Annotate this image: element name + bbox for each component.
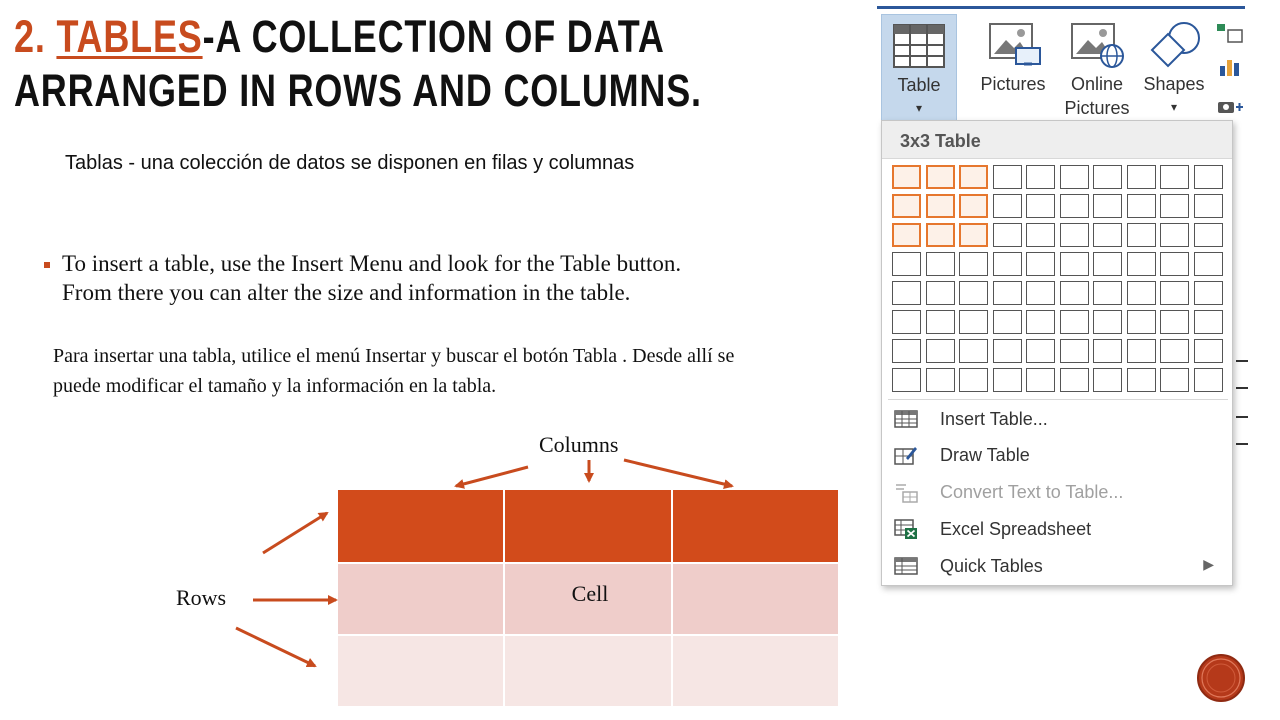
pictures-button[interactable] bbox=[970, 14, 1056, 124]
table-size-cell[interactable] bbox=[1060, 281, 1089, 305]
table-size-cell[interactable] bbox=[926, 194, 955, 218]
pictures-icon bbox=[988, 22, 1044, 70]
table-size-cell[interactable] bbox=[1026, 165, 1055, 189]
menu-item-quick-tables[interactable] bbox=[882, 548, 1232, 584]
table-size-cell[interactable] bbox=[1127, 165, 1156, 189]
online-pictures-button[interactable] bbox=[1060, 14, 1134, 124]
draw-table-icon bbox=[894, 444, 918, 466]
table-size-cell[interactable] bbox=[1160, 310, 1189, 334]
menu-item-label: Quick Tables bbox=[940, 556, 1043, 576]
table-size-cell[interactable] bbox=[1194, 165, 1223, 189]
table-size-cell[interactable] bbox=[926, 223, 955, 247]
title-rest: -A COLLECTION OF DATA bbox=[202, 11, 665, 62]
menu-item-label: Draw Table bbox=[940, 445, 1030, 465]
smartart-icon[interactable] bbox=[1216, 22, 1244, 44]
screenshot-icon[interactable] bbox=[1216, 94, 1244, 116]
table-size-cell[interactable] bbox=[1060, 165, 1089, 189]
quick-tables-icon bbox=[894, 555, 918, 577]
table-size-cell[interactable] bbox=[1160, 368, 1189, 392]
table-size-cell[interactable] bbox=[1194, 223, 1223, 247]
menu-item-convert-text-to-table[interactable] bbox=[882, 474, 1232, 510]
table-size-cell[interactable] bbox=[1060, 339, 1089, 363]
table-size-cell[interactable] bbox=[1093, 339, 1122, 363]
title-line-2: ARRANGED IN ROWS AND COLUMNS. bbox=[14, 65, 702, 116]
table-size-cell[interactable] bbox=[1026, 252, 1055, 276]
bullet-text: To insert a table, use the Insert Menu and look for the Table button. From there you can alter the size and information in the table. bbox=[62, 251, 682, 305]
menu-separator bbox=[888, 399, 1228, 400]
columns-label: Columns bbox=[539, 432, 619, 457]
table-size-cell[interactable] bbox=[1194, 194, 1223, 218]
subtitle-spanish: Tablas - una colección de datos se disponen en filas y columnas bbox=[65, 152, 635, 174]
table-size-cell[interactable] bbox=[959, 368, 988, 392]
table-size-cell[interactable] bbox=[993, 281, 1022, 305]
table-size-cell[interactable] bbox=[1093, 281, 1122, 305]
table-header-row bbox=[338, 490, 838, 562]
table-cell bbox=[673, 636, 838, 706]
table-size-cell[interactable] bbox=[926, 165, 955, 189]
table-icon bbox=[892, 23, 946, 71]
online-pictures-label-2: Pictures bbox=[1064, 98, 1130, 118]
title-keyword: TABLES bbox=[56, 11, 203, 62]
table-size-cell[interactable] bbox=[892, 339, 921, 363]
online-pictures-label-1: Online bbox=[1070, 74, 1124, 94]
table-size-cell[interactable] bbox=[1194, 339, 1223, 363]
table-size-cell[interactable] bbox=[1060, 194, 1089, 218]
online-pictures-icon bbox=[1070, 22, 1126, 70]
shapes-icon bbox=[1146, 20, 1204, 72]
table-size-cell[interactable] bbox=[1160, 281, 1189, 305]
shapes-button[interactable] bbox=[1138, 14, 1210, 124]
table-size-header: 3x3 Table bbox=[882, 121, 1232, 159]
table-size-grid[interactable] bbox=[890, 163, 1226, 395]
table-size-cell[interactable] bbox=[1026, 310, 1055, 334]
table-size-cell[interactable] bbox=[1160, 339, 1189, 363]
cell-label: Cell bbox=[571, 581, 609, 606]
table-size-cell[interactable] bbox=[1026, 223, 1055, 247]
table-size-cell[interactable] bbox=[993, 252, 1022, 276]
table-cell bbox=[673, 564, 838, 634]
chevron-right-icon: ▶ bbox=[1203, 556, 1214, 572]
table-size-cell[interactable] bbox=[1127, 368, 1156, 392]
table-size-cell[interactable] bbox=[1160, 252, 1189, 276]
table-button[interactable] bbox=[881, 14, 957, 124]
table-size-cell[interactable] bbox=[926, 339, 955, 363]
divider bbox=[1236, 416, 1248, 418]
table-size-cell[interactable] bbox=[1093, 310, 1122, 334]
column-arrow-left bbox=[456, 467, 528, 486]
table-size-cell[interactable] bbox=[1160, 165, 1189, 189]
menu-item-label: Convert Text to Table... bbox=[940, 482, 1124, 502]
excel-spreadsheet-icon bbox=[894, 518, 918, 540]
table-size-cell[interactable] bbox=[1026, 194, 1055, 218]
pictures-button-label: Pictures bbox=[980, 74, 1046, 94]
table-size-cell[interactable] bbox=[1127, 223, 1156, 247]
table-cell bbox=[505, 490, 672, 562]
table-size-cell[interactable] bbox=[993, 165, 1022, 189]
table-size-cell[interactable] bbox=[1127, 252, 1156, 276]
table-size-cell[interactable] bbox=[993, 339, 1022, 363]
table-cell bbox=[338, 490, 505, 562]
rows-label: Rows bbox=[176, 585, 227, 610]
table-cell bbox=[338, 636, 505, 706]
chevron-down-icon: ▾ bbox=[915, 101, 923, 115]
table-size-cell[interactable] bbox=[1026, 281, 1055, 305]
table-button-label: Table bbox=[897, 75, 941, 95]
table-size-cell[interactable] bbox=[1194, 310, 1223, 334]
table-size-cell[interactable] bbox=[959, 194, 988, 218]
divider bbox=[1236, 443, 1248, 445]
table-size-cell[interactable] bbox=[959, 310, 988, 334]
bullet-marker bbox=[44, 262, 50, 268]
table-size-cell[interactable] bbox=[926, 310, 955, 334]
table-row bbox=[338, 636, 838, 706]
column-arrow-right bbox=[624, 460, 732, 486]
table-size-cell[interactable] bbox=[892, 165, 921, 189]
table-size-cell[interactable] bbox=[959, 281, 988, 305]
table-size-cell[interactable] bbox=[993, 194, 1022, 218]
table-size-cell[interactable] bbox=[892, 223, 921, 247]
table-size-cell[interactable] bbox=[1060, 368, 1089, 392]
table-size-cell[interactable] bbox=[1093, 252, 1122, 276]
table-size-cell[interactable] bbox=[1160, 194, 1189, 218]
shapes-button-label: Shapes bbox=[1143, 74, 1205, 94]
menu-item-label: Excel Spreadsheet bbox=[940, 519, 1092, 539]
table-size-cell[interactable] bbox=[1194, 252, 1223, 276]
table-size-cell[interactable] bbox=[892, 194, 921, 218]
table-size-cell[interactable] bbox=[959, 252, 988, 276]
divider bbox=[1236, 360, 1248, 362]
table-size-cell[interactable] bbox=[1060, 252, 1089, 276]
decorative-logo-icon bbox=[1196, 653, 1246, 703]
table-size-cell[interactable] bbox=[1060, 310, 1089, 334]
divider bbox=[1236, 387, 1248, 389]
table-size-cell[interactable] bbox=[926, 281, 955, 305]
table-size-cell[interactable] bbox=[892, 310, 921, 334]
table-size-cell[interactable] bbox=[993, 368, 1022, 392]
table-size-cell[interactable] bbox=[993, 223, 1022, 247]
menu-item-draw-table[interactable] bbox=[882, 437, 1232, 473]
chevron-down-icon: ▾ bbox=[1170, 100, 1178, 114]
chart-icon[interactable] bbox=[1216, 56, 1244, 78]
menu-item-insert-table[interactable] bbox=[882, 401, 1232, 437]
table-size-cell[interactable] bbox=[892, 281, 921, 305]
menu-item-label: Insert Table... bbox=[940, 409, 1048, 429]
table-size-cell[interactable] bbox=[1093, 368, 1122, 392]
slide-title bbox=[14, 10, 702, 118]
table-size-cell[interactable] bbox=[926, 252, 955, 276]
table-size-cell[interactable] bbox=[1093, 165, 1122, 189]
bullet-spanish: Para insertar una tabla, utilice el menú Insertar y buscar el botón Tabla . Desde allí se puede modificar el tamaño y la información en la tabla. bbox=[53, 345, 735, 397]
row-arrow-top bbox=[263, 513, 327, 553]
table-size-cell[interactable] bbox=[1127, 194, 1156, 218]
row-arrow-bottom bbox=[236, 628, 315, 666]
insert-table-dropdown bbox=[881, 120, 1233, 586]
table-size-cell[interactable] bbox=[1127, 339, 1156, 363]
table-size-cell[interactable] bbox=[1060, 223, 1089, 247]
title-number: 2. bbox=[14, 11, 46, 62]
table-size-cell[interactable] bbox=[959, 339, 988, 363]
table-size-cell[interactable] bbox=[993, 310, 1022, 334]
table-size-cell[interactable] bbox=[959, 223, 988, 247]
table-size-cell[interactable] bbox=[1160, 223, 1189, 247]
table-cell bbox=[673, 490, 838, 562]
ribbon-tab-strip bbox=[877, 6, 1245, 9]
table-size-cell[interactable] bbox=[959, 165, 988, 189]
table-size-cell[interactable] bbox=[1194, 281, 1223, 305]
table-size-cell[interactable] bbox=[1093, 223, 1122, 247]
table-size-cell[interactable] bbox=[1026, 339, 1055, 363]
table-size-cell[interactable] bbox=[892, 252, 921, 276]
menu-item-excel-spreadsheet[interactable] bbox=[882, 511, 1232, 547]
table-size-cell[interactable] bbox=[1127, 310, 1156, 334]
table-size-cell[interactable] bbox=[1026, 368, 1055, 392]
table-size-cell[interactable] bbox=[1194, 368, 1223, 392]
table-cell bbox=[338, 564, 505, 634]
table-size-cell[interactable] bbox=[1127, 281, 1156, 305]
table-cell bbox=[505, 636, 672, 706]
table-size-cell[interactable] bbox=[892, 368, 921, 392]
insert-table-icon bbox=[894, 408, 918, 430]
table-size-cell[interactable] bbox=[1093, 194, 1122, 218]
table-size-cell[interactable] bbox=[926, 368, 955, 392]
convert-text-icon bbox=[894, 481, 918, 503]
